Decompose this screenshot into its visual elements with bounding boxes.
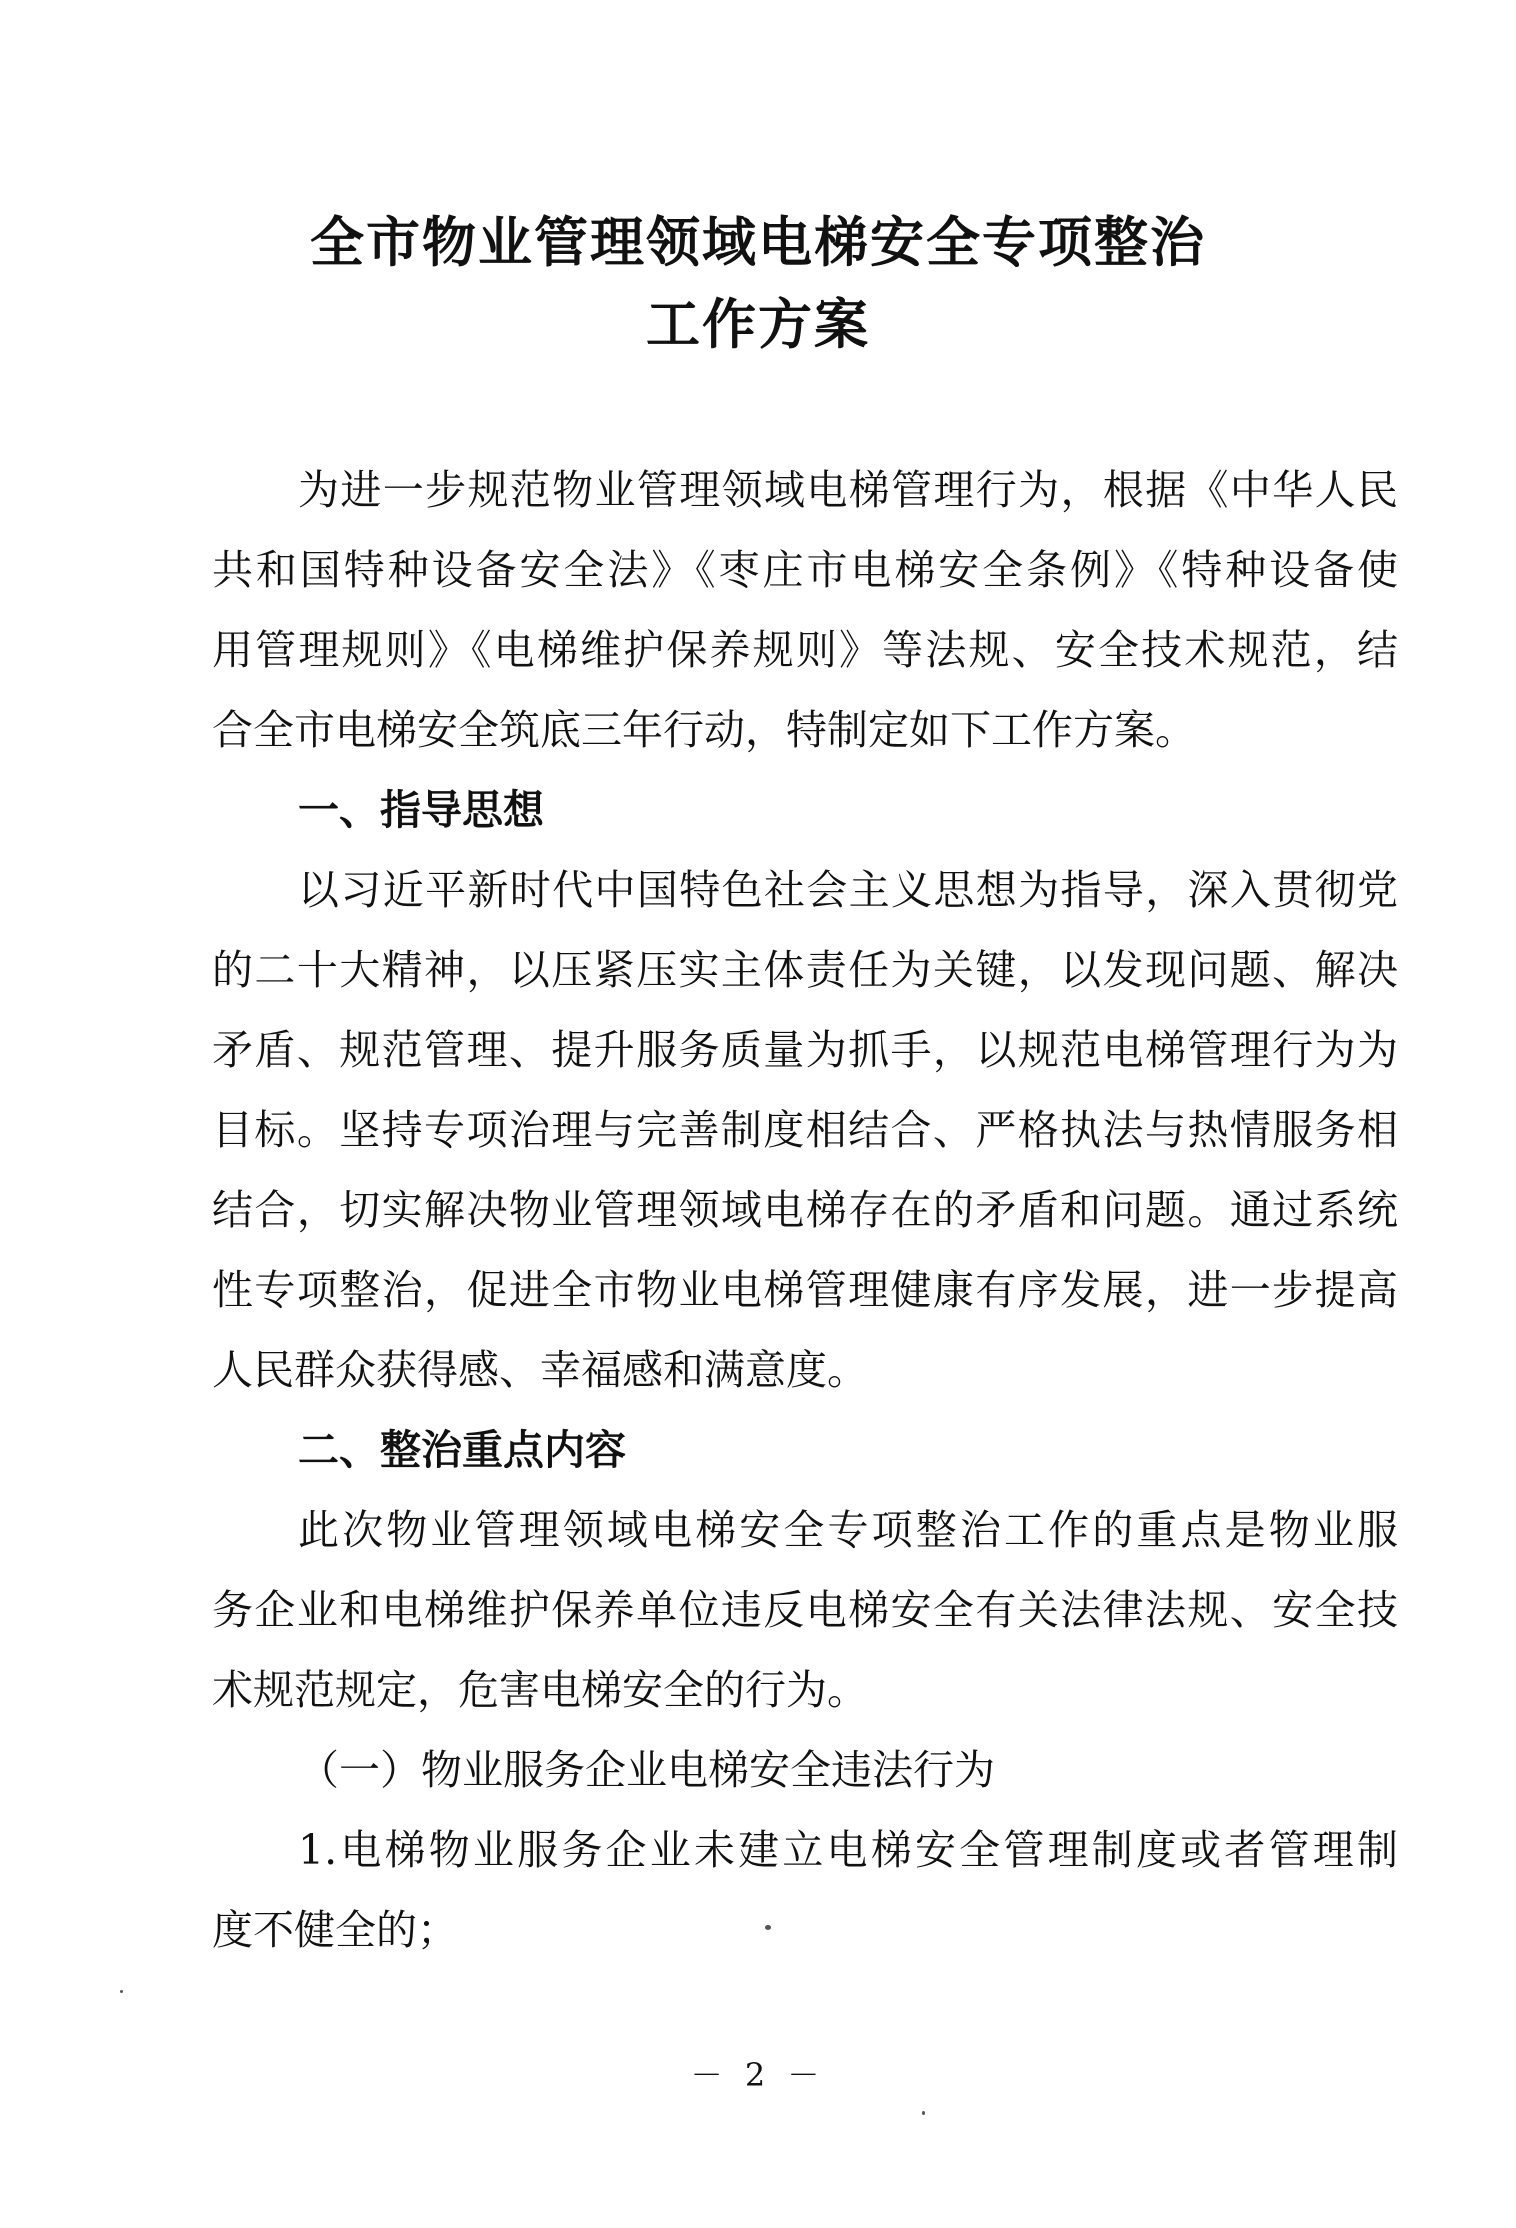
intro-line: 为进一步规范物业管理领域电梯管理行为，根据《中华人民 — [298, 466, 1398, 514]
section2-line: 术规范规定，危害电梯安全的行为。 — [212, 1666, 868, 1714]
intro-line: 共和国特种设备安全法》《枣庄市电梯安全条例》《特种设备使 — [212, 546, 1398, 594]
page-number: － 2 － — [690, 2056, 826, 2094]
section1-line: 目标。坚持专项治理与完善制度相结合、严格执法与热情服务相 — [212, 1106, 1398, 1154]
section1-line: 矛盾、规范管理、提升服务质量为抓手，以规范电梯管理行为为 — [212, 1026, 1398, 1074]
scan-speck — [120, 1990, 123, 1993]
section2-line: 此次物业管理领域电梯安全专项整治工作的重点是物业服 — [298, 1506, 1398, 1554]
section-heading-key-contents: 二、整治重点内容 — [298, 1426, 626, 1474]
section1-line: 以习近平新时代中国特色社会主义思想为指导，深入贯彻党 — [298, 866, 1398, 914]
document-title-line-2: 工作方案 — [646, 292, 870, 356]
subsection-heading-property-service-violations: （一）物业服务企业电梯安全违法行为 — [298, 1746, 995, 1794]
document-title-line-1: 全市物业管理领域电梯安全专项整治 — [310, 210, 1206, 274]
section1-line: 的二十大精神，以压紧压实主体责任为关键，以发现问题、解决 — [212, 946, 1398, 994]
scan-speck — [922, 2111, 925, 2115]
item-1-line: 度不健全的； — [212, 1906, 458, 1954]
section2-line: 务企业和电梯维护保养单位违反电梯安全有关法律法规、安全技 — [212, 1586, 1398, 1634]
intro-line: 用管理规则》《电梯维护保养规则》等法规、安全技术规范，结 — [212, 626, 1398, 674]
section1-line: 人民群众获得感、幸福感和满意度。 — [212, 1346, 868, 1394]
intro-line: 合全市电梯安全筑底三年行动，特制定如下工作方案。 — [212, 706, 1196, 754]
scan-speck — [765, 1925, 771, 1930]
section1-line: 性专项整治，促进全市物业电梯管理健康有序发展，进一步提高 — [212, 1266, 1398, 1314]
item-1-line: 1.电梯物业服务企业未建立电梯安全管理制度或者管理制 — [298, 1826, 1398, 1874]
section-heading-guiding-ideology: 一、指导思想 — [298, 786, 544, 834]
section1-line: 结合，切实解决物业管理领域电梯存在的矛盾和问题。通过系统 — [212, 1186, 1398, 1234]
